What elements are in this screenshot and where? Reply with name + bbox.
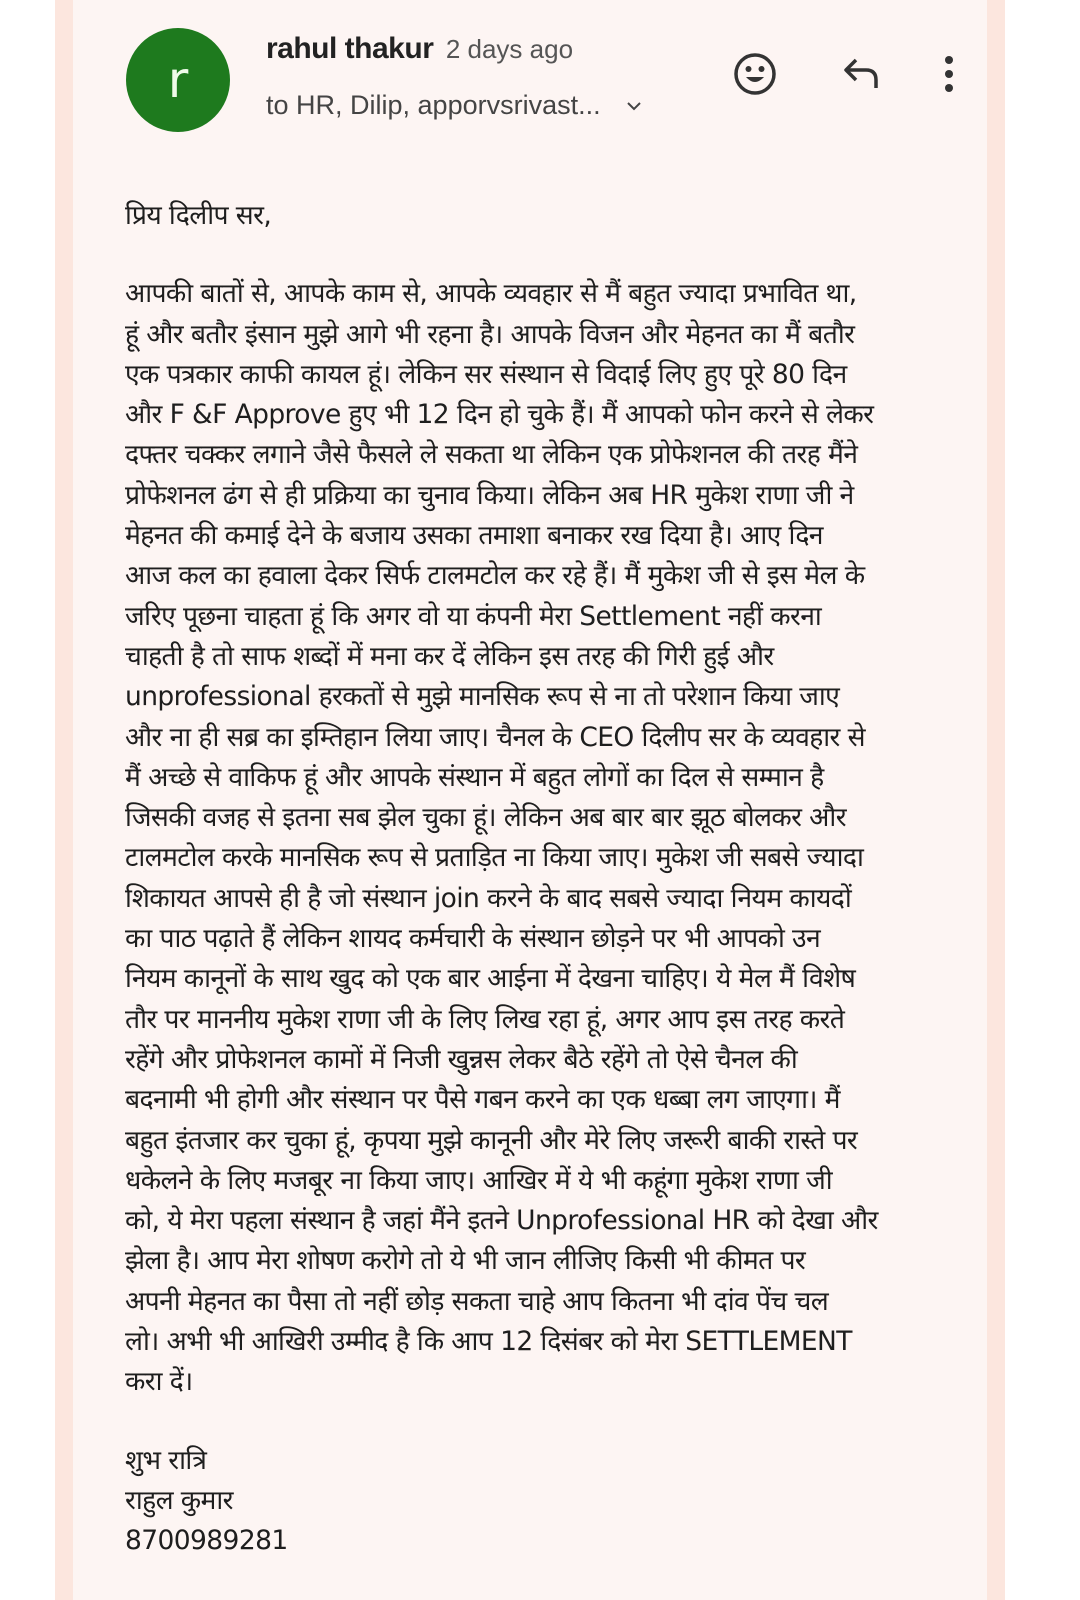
- body-line: आज कल का हवाला देकर सिर्फ टालमटोल कर रहे हैं। मैं मुकेश जी से इस मेल के: [125, 560, 865, 592]
- body-line: बदनामी भी होगी और संस्थान पर पैसे गबन करने का एक धब्बा लग जाएगा। मैं: [125, 1084, 840, 1116]
- signoff: शुभ रात्रि: [125, 1444, 207, 1476]
- body-line: मैं अच्छे से वाकिफ हूं और आपके संस्थान में बहुत लोगों का दिल से सम्मान है: [125, 761, 824, 793]
- body-line: चाहती है तो साफ शब्दों में मना कर दें लेकिन इस तरह की गिरी हुई और: [125, 640, 774, 672]
- body-line: दफ्तर चक्कर लगाने जैसे फैसले ले सकता था लेकिन एक प्रोफेशनल की तरह मैंने: [125, 439, 858, 471]
- body-line: जरिए पूछना चाहता हूं कि अगर वो या कंपनी मेरा Settlement नहीं करना: [125, 600, 822, 632]
- sender-avatar[interactable]: r: [126, 28, 230, 132]
- body-line: टालमटोल करके मानसिक रूप से प्रताड़ित ना किया जाए। मुकेश जी सबसे ज्यादा: [125, 842, 864, 874]
- email-message: [73, 0, 987, 1600]
- add-reaction-button[interactable]: [731, 50, 779, 98]
- body-line: एक पत्रकार काफी कायल हूं। लेकिन सर संस्थान से विदाई लिए हुए पूरे 80 दिन: [125, 358, 847, 390]
- body-line: तौर पर माननीय मुकेश राणा जी के लिए लिख रहा हूं, अगर आप इस तरह करते: [125, 1003, 845, 1035]
- more-vert-icon: [942, 54, 956, 94]
- body-line: नियम कानूनों के साथ खुद को एक बार आईना में देखना चाहिए। ये मेल मैं विशेष: [125, 963, 856, 995]
- recipients-text: to HR, Dilip, apporvsrivast...: [266, 90, 601, 120]
- body-line: और ना ही सब्र का इम्तिहान लिया जाए। चैनल के CEO दिलीप सर के व्यवहार से: [125, 721, 865, 753]
- body-line: प्रोफेशनल ढंग से ही प्रक्रिया का चुनाव किया। लेकिन अब HR मुकेश राणा जी ने: [125, 479, 854, 511]
- body-line: हूं और बतौर इंसान मुझे आगे भी रहना है। आपके विजन और मेहनत का मैं बतौर: [125, 318, 855, 350]
- email-body: [125, 196, 985, 1562]
- body-line: लो। अभी भी आखिरी उम्मीद है कि आप 12 दिसंबर को मेरा SETTLEMENT: [125, 1326, 852, 1358]
- body-line: बहुत इंतजार कर चुका हूं, कृपया मुझे कानूनी और मेरे लिए जरूरी बाकी रास्ते पर: [125, 1124, 858, 1156]
- screenshot-frame: [55, 0, 1005, 1600]
- sender-name[interactable]: rahul thakur: [266, 32, 434, 65]
- body-line: रहेंगे और प्रोफेशनल कामों में निजी खुन्नस लेकर बैठे रहेंगे तो ऐसे चैनल की: [125, 1043, 798, 1075]
- sent-time: 2 days ago: [445, 34, 574, 64]
- body-line: और F &F Approve हुए भी 12 दिन हो चुके हैं। मैं आपको फोन करने से लेकर: [125, 399, 874, 431]
- body-line: आपकी बातों से, आपके काम से, आपके व्यवहार से मैं बहुत ज्यादा प्रभावित था,: [125, 278, 857, 310]
- sender-header: [266, 32, 573, 66]
- greeting: प्रिय दिलीप सर,: [125, 200, 272, 231]
- body-line: करा दें।: [125, 1366, 193, 1398]
- body-line: अपनी मेहनत का पैसा तो नहीं छोड़ सकता चाहे आप कितना भी दांव पेंच चल: [125, 1285, 829, 1317]
- recipients-toggle[interactable]: [266, 90, 642, 121]
- reply-icon: [840, 54, 884, 94]
- smiley-icon: [732, 51, 778, 97]
- signature-name: राहुल कुमार: [125, 1484, 233, 1516]
- more-options-button[interactable]: [933, 50, 965, 98]
- body-line: शिकायत आपसे ही है जो संस्थान join करने के बाद सबसे ज्यादा नियम कायदों: [125, 882, 852, 914]
- body-line: जिसकी वजह से इतना सब झेल चुका हूं। लेकिन अब बार बार झूठ बोलकर और: [125, 802, 846, 834]
- body-line: मेहनत की कमाई देने के बजाय उसका तमाशा बनाकर रख दिया है। आए दिन: [125, 520, 823, 552]
- body-line: unprofessional हरकतों से मुझे मानसिक रूप से ना तो परेशान किया जाए: [125, 681, 840, 713]
- body-line: का पाठ पढ़ाते हैं लेकिन शायद कर्मचारी के संस्थान छोड़ने पर भी आपको उन: [125, 923, 821, 955]
- signature-block: [125, 1441, 985, 1562]
- body-line: को, ये मेरा पहला संस्थान है जहां मैंने इतने Unprofessional HR को देखा और: [125, 1205, 878, 1237]
- chevron-down-icon: [626, 96, 642, 117]
- body-line: झेला है। आप मेरा शोषण करोगे तो ये भी जान लीजिए किसी भी कीमत पर: [125, 1245, 806, 1277]
- body-line: धकेलने के लिए मजबूर ना किया जाए। आखिर में ये भी कहूंगा मुकेश राणा जी: [125, 1164, 833, 1196]
- reply-button[interactable]: [838, 50, 886, 98]
- body-paragraph: [125, 274, 985, 1402]
- signature-phone[interactable]: 8700989281: [125, 1525, 288, 1557]
